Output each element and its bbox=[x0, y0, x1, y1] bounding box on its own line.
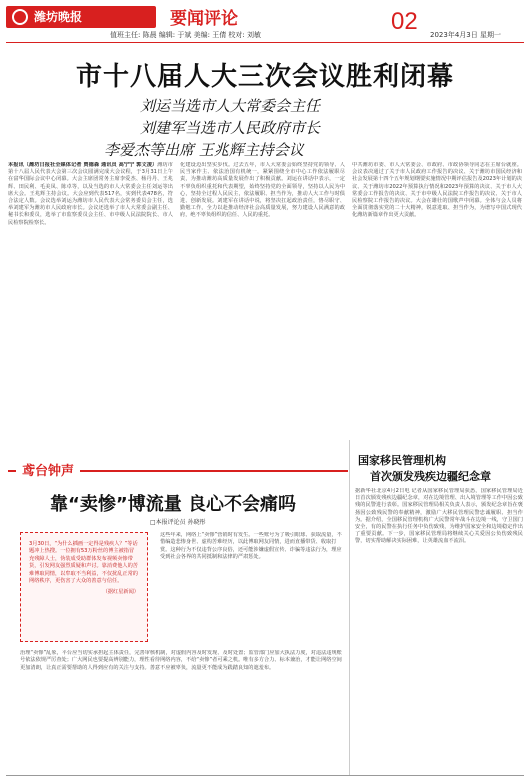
opinion-column-b: 治理“卖惨”乱象，平台应当切实承担起主体责任，完善审核机制，对虚假内容及时发现、及时处置；监管部门应加大执法力度，对违法违规账号依法依规严厉查处；广大网民也要提高辨别能力，理性看待网络内容，不给“卖惨”者可乘之机。唯有多方合力、标本兼治，才能让网络空间更加清朗，让真正需要帮助的人得到应有的关注与支持。善意不应被辜负，流量更不能成为践踏良知的遮羞布。 bbox=[20, 650, 342, 671]
logo-text: 潍坊晚报 bbox=[34, 10, 83, 24]
footer-rule bbox=[6, 775, 524, 776]
subheadline-1: 刘运当选市人大常委会主任 bbox=[140, 97, 321, 115]
pull-quote bbox=[20, 532, 148, 642]
logo-icon bbox=[12, 9, 28, 25]
opinion-tag: 鸢台钟声 bbox=[16, 460, 80, 479]
masthead-bar bbox=[6, 6, 156, 28]
page-number: 02 bbox=[391, 8, 418, 35]
article-lead: 本报讯（潍坊日报社全媒体记者 贾德森 通讯员 高宁宁 郭文凌） bbox=[8, 162, 158, 168]
article-column-2: 化建设迈出坚实步伐。过去五年，市人大常委会始终坚持党的领导、人民当家作主、依法治国有机统一，紧紧围绕全市中心工作依法履职尽责，为推动潍坊高质量发展作出了积极贡献。刘运在讲话中表示，一定不辜负组织重托和代表期望，始终坚持党的全面领导，坚持以人民为中心，坚持全过程人民民主，依法履职、担当作为，推动人大工作与时俱进、创新发展。刘建军在讲话中说，将坚决扛起政治责任，恪尽职守、勤勉工作，全力以赴推动经济社会高质量发展，努力建设人民满意的政府，绝不辜负组织的信任、人民的重托。 bbox=[180, 162, 345, 219]
side-article-title-2: 首次颁发残疾边疆纪念章 bbox=[370, 470, 491, 483]
page-header bbox=[0, 0, 530, 46]
header-rule bbox=[6, 42, 524, 43]
pull-quote-text: 3月30日，“为什么插画一定得是残疾人？”等话题冲上热搜。一位拥有53万粉丝的博主被指冒充残障人士，伪装成受助群体发布视频卖惨带货，引发网友强烈质疑和声讨。靠消费他人的苦难博取同情，以牟取不当利益，不仅扰乱正常的网络秩序，更伤害了大众的善意与信任。 bbox=[29, 541, 138, 585]
pull-quote-source: （据红星新闻） bbox=[102, 589, 139, 596]
editor-meta: 值班主任: 陈晨 编辑: 于斌 美编: 王倩 校对: 刘敏 bbox=[110, 31, 262, 39]
opinion-title: 靠“卖惨”博流量 良心不会痛吗 bbox=[50, 494, 296, 515]
side-article-title-1: 国家移民管理机构 bbox=[358, 454, 446, 467]
column-divider bbox=[349, 440, 350, 775]
opinion-byline: □本报评论员 孙晓彤 bbox=[150, 519, 206, 526]
article-column-3: 中共潍坊市委、市人大常委会、市政府、市政协领导同志在主席台就座。会议表决通过了关于市人民政府工作报告的决议、关于潍坊市国民经济和社会发展第十四个五年规划纲要实施情况中期评估报告及2023年计划的决议、关于潍坊市2022年预算执行情况和2023年预算的决议、关于市人大常委会工作报告的决议、关于市中级人民法院工作报告的决议、关于市人民检察院工作报告的决议。大会在雄壮的国歌声中闭幕。全体与会人员将全面贯彻落实党的二十大精神，锐意进取、担当作为，为谱写中国式现代化潍坊新篇章作出更大贡献。 bbox=[352, 162, 522, 219]
subheadline-2: 刘建军当选市人民政府市长 bbox=[140, 119, 321, 137]
subheadline-3: 李爱杰等出席 王兆辉主持会议 bbox=[104, 141, 304, 159]
article-text-1: 潍坊市第十八届人民代表大会第三次会议圆满完成大会议程，于3月31日上午在富华国际会议中心闭幕。大会主席团常务主席李爱杰、杨丹丹、王兆辉、田民利、毛美凤、陈卓等，以及当选的市人大常委会主任刘运等出席大会。王兆辉主持会议。大会应到代表517名，实到代表478名，符合法定人数。会议选举刘运为潍坊市人民代表大会常务委员会主任，选举刘建军为潍坊市人民政府市长。会议还选举了市人大常委会副主任、秘书长和委员，选举了市监察委员会主任、市中级人民法院院长、市人民检察院检察长。 bbox=[8, 162, 173, 226]
main-headline: 市十八届人大三次会议胜利闭幕 bbox=[75, 62, 454, 92]
article-column-1 bbox=[8, 162, 173, 452]
opinion-column-a: 这些年来，网络上“卖惨”营销时有发生。一些账号为了吸引眼球、获取流量，不惜编造悲惨身世、虚构苦难经历，以此博取网友同情，进而直播带货、收取打赏。这种行为不仅违背公序良俗，还可能涉嫌虚假宣传、诈骗等违法行为，理应受到社会各界的共同抵制和法律的严肃惩处。 bbox=[160, 532, 342, 561]
section-title: 要闻评论 bbox=[170, 9, 238, 29]
opinion-section-header bbox=[8, 460, 348, 482]
issue-date: 2023年4月3日 星期一 bbox=[430, 31, 501, 39]
side-article-body: 据新华社北京4月2日电 记者从国家移民管理局获悉，国家移民管理局近日首次颁发残疾边疆纪念章，对在边境管理、出入境管理等工作中因公致残的民警进行表彰。国家移民管理局相关负责人表示，颁发纪念章旨在褒扬因公致残民警的奉献精神，激励广大移民管理民警忠诚履职、担当作为。据介绍，全国移民管理机构广大民警常年战斗在边境一线，守卫国门安全，有的民警在执行任务中负伤致残，为维护国家安全和边境稳定作出了重要贡献。下一步，国家移民管理局将继续关心关爱因公负伤致残民警，切实帮助解决实际困难，让英雄流血不流泪。 bbox=[355, 488, 523, 545]
